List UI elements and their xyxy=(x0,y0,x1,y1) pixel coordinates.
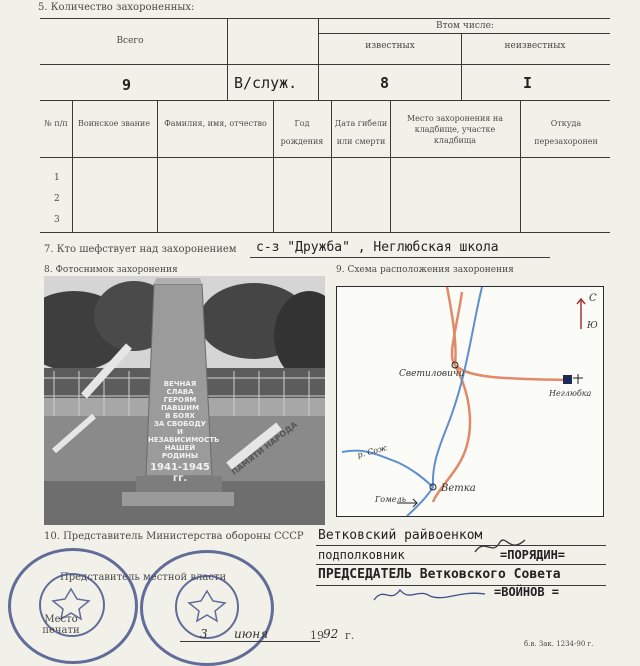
monument-line: РОДИНЫ xyxy=(161,452,199,460)
table-header-place: Место захоронения на кладбище, участке кладбища xyxy=(406,114,503,145)
compass-north: С xyxy=(589,293,597,304)
rule xyxy=(40,157,610,158)
official-stamp-right xyxy=(140,550,274,666)
section10-value2: ПРЕДСЕДАТЕЛЬ Ветковского Совета xyxy=(318,567,561,582)
rule xyxy=(250,257,550,258)
rule xyxy=(316,545,606,546)
rule xyxy=(157,100,158,232)
rule xyxy=(40,100,610,101)
section7-value: с-з "Дружба" , Неглюбская школа xyxy=(256,240,499,255)
col-known-label: известных xyxy=(365,41,415,51)
rule xyxy=(520,100,521,232)
official-stamp-left xyxy=(8,548,138,664)
date-suffix: г. xyxy=(345,629,355,642)
section10-value1: Ветковский райвоенком xyxy=(318,528,483,543)
date-month: июня xyxy=(234,627,269,641)
table-row: 2 xyxy=(54,194,60,204)
table-header-num: № п/п xyxy=(44,119,68,128)
section10-label: 10. Представитель Министерства обороны СССР xyxy=(44,531,304,542)
monument-line: СЛАВА xyxy=(166,388,194,396)
known-value: 8 xyxy=(380,74,390,92)
rule xyxy=(316,564,606,565)
table-header-birth: Год рождения xyxy=(280,119,324,146)
section5-title: 5. Количество захороненных: xyxy=(38,2,195,13)
place-vetka: Ветка xyxy=(441,483,476,494)
table-header-death: Дата гибели или смерти xyxy=(334,119,388,146)
section8-label: 8. Фотоснимок захоронения xyxy=(44,265,178,275)
table-row: 1 xyxy=(54,173,60,183)
col-total-label: Всего xyxy=(116,36,144,46)
date-day: 3 xyxy=(200,627,208,641)
rule xyxy=(318,33,610,34)
date-year: 92 xyxy=(323,627,339,641)
monument-line: И НЕЗАВИСИМОСТЬ xyxy=(148,428,220,444)
stamp-place-label: Место печати xyxy=(42,614,80,636)
rule xyxy=(461,34,462,100)
rule xyxy=(40,232,610,233)
col-unknown-label: неизвестных xyxy=(504,41,566,51)
rule xyxy=(318,18,319,100)
section10-rank: подполковник xyxy=(318,548,405,562)
monument-years: 1941-1945 гг. xyxy=(150,462,210,484)
signature xyxy=(470,532,530,560)
place-river: р. Сож xyxy=(356,443,388,460)
grave-photo xyxy=(44,276,325,525)
monument-line: В БОЯХ xyxy=(165,412,195,420)
ribbon-text: ПАМЯТИ НАРОДА xyxy=(229,420,300,477)
section9-label: 9. Схема расположения захоронения xyxy=(336,265,514,275)
table-row: 3 xyxy=(54,215,60,225)
section10-name2: =ВОЙНОВ = xyxy=(494,585,560,599)
monument-line: НАШЕЙ xyxy=(164,444,196,452)
rule xyxy=(40,18,610,19)
rule xyxy=(40,64,610,65)
signature xyxy=(370,582,490,608)
category-value: В/служ. xyxy=(234,74,298,92)
col-of-them-label: Втом числе: xyxy=(436,21,494,31)
table-header-name: Фамилия, имя, отчество xyxy=(164,119,267,128)
rule xyxy=(227,18,228,100)
monument-line: ГЕРОЯМ xyxy=(163,396,197,404)
section10-label2: Представитель местной власти xyxy=(60,572,227,583)
rule xyxy=(390,100,391,232)
compass-south: Ю xyxy=(587,321,598,331)
monument-line: ПАВШИМ xyxy=(160,404,200,412)
table-header-rank: Воинское звание xyxy=(78,119,150,128)
rule xyxy=(180,641,320,642)
monument-line: ВЕЧНАЯ xyxy=(163,380,197,388)
place-gomel: Гомель xyxy=(375,495,406,504)
section10-name1: =ПОРЯДИН= xyxy=(500,548,566,562)
unknown-value: I xyxy=(523,74,533,92)
place-neglyubka: Неглюбка xyxy=(549,389,592,398)
total-value: 9 xyxy=(122,76,132,94)
monument-line: ЗА СВОБОДУ xyxy=(153,420,207,428)
table-header-from: Откуда перезахоронен xyxy=(534,119,598,146)
section7-label: 7. Кто шефствует над захоронением xyxy=(44,244,237,255)
place-svetilovichi: Светиловичи xyxy=(399,369,465,379)
rule xyxy=(72,100,73,232)
print-code: б.в. Зак. 1234-90 г. xyxy=(524,640,594,648)
location-map xyxy=(336,286,604,517)
date-year-prefix: 19 xyxy=(310,629,324,642)
